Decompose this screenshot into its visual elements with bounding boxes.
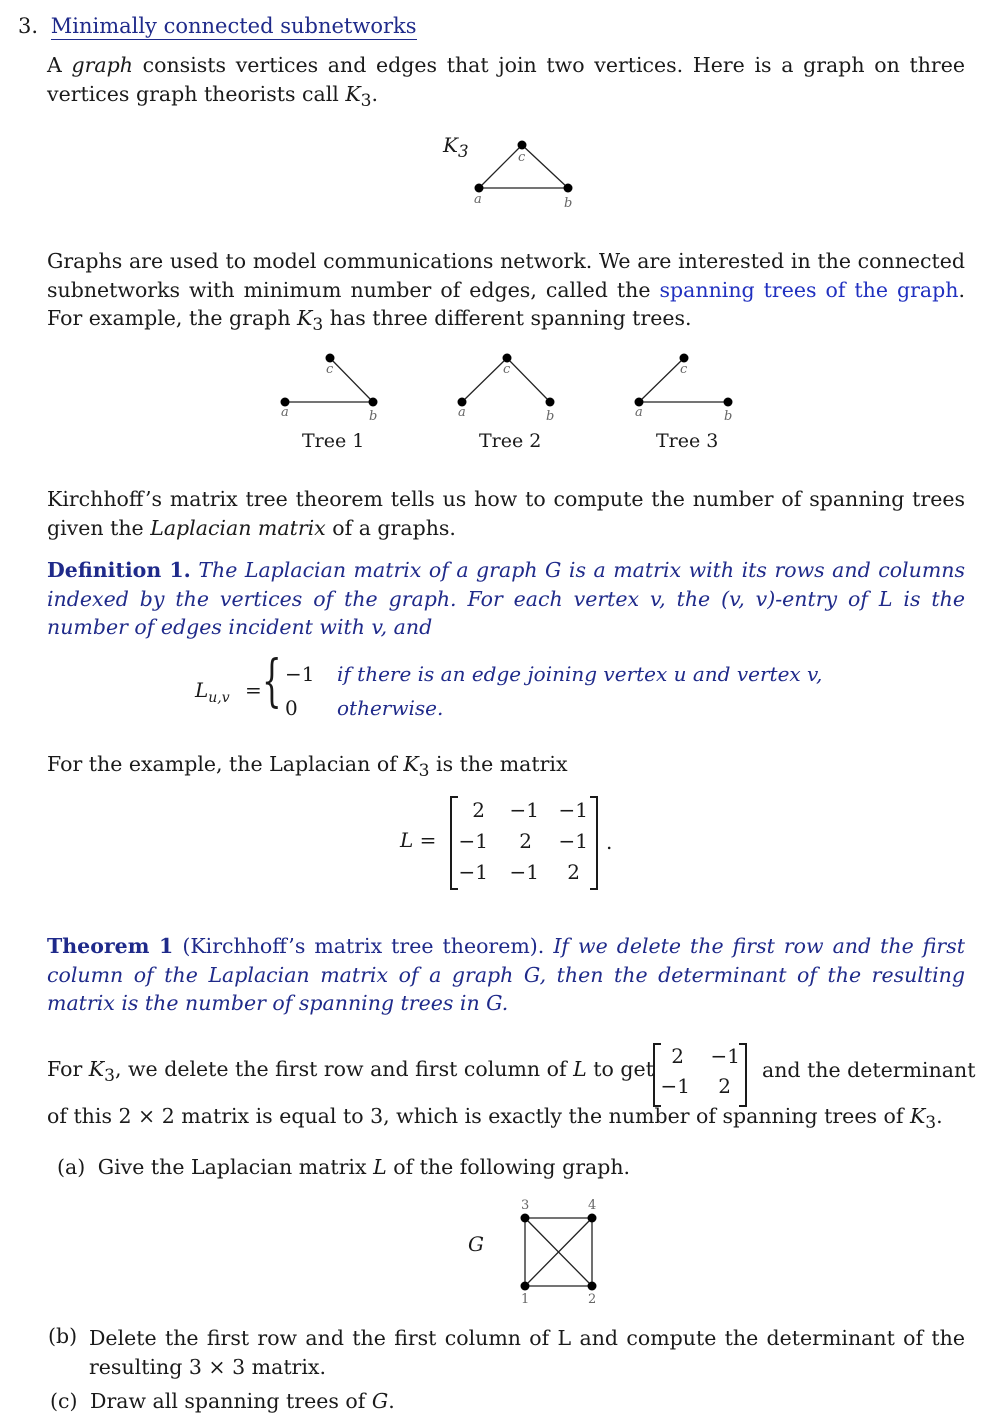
matrix-lhs: L = <box>400 828 437 852</box>
spanning-trees-link[interactable]: spanning trees of the graph <box>659 277 959 302</box>
g-label-4: 4 <box>588 1198 597 1213</box>
g-vertex-3 <box>521 1214 530 1223</box>
case2-condition: otherwise. <box>337 696 444 720</box>
question-c: (c) Draw all spanning trees of G. <box>50 1389 395 1413</box>
question-a: (a) Give the Laplacian matrix L of the following graph. <box>57 1155 631 1179</box>
cases-brace: { <box>262 649 282 714</box>
g-label-1: 1 <box>521 1292 530 1307</box>
k3-label: $K_3$ <box>443 133 469 161</box>
matrix-cell: 2 <box>472 798 485 822</box>
question-b: Delete the first row and the first column of L and compute the determinant of the resulting 3 × 3 matrix. <box>89 1326 965 1379</box>
g-label-3: 3 <box>521 1198 530 1213</box>
tree3-a-label: a <box>635 405 643 420</box>
theorem-label: Theorem 1 <box>47 934 174 958</box>
k3-result-line2: of this 2 × 2 matrix is equal to 3, which is exactly the number of spanning trees of $K_3$. <box>47 1104 943 1134</box>
tree3-label: Tree 3 <box>656 430 719 452</box>
matrix2-cell: 2 <box>671 1044 684 1068</box>
laplacian-term: Laplacian matrix <box>150 515 326 540</box>
k3-vertex-c-label: c <box>518 150 526 165</box>
cases-lhs: $L_{u,v}$ <box>195 678 230 706</box>
theorem-name: (Kirchhoff’s matrix tree theorem). <box>182 934 545 958</box>
tree1-label: Tree 1 <box>302 430 365 452</box>
tree1-b-label: b <box>369 409 378 424</box>
tree2-a-label: a <box>458 405 466 420</box>
tree3-b-label: b <box>724 409 733 424</box>
case1-value: −1 <box>285 662 315 686</box>
matrix-cell: −1 <box>458 829 488 853</box>
tree1-a-label: a <box>281 405 289 420</box>
matrix-cell: −1 <box>458 860 488 884</box>
definition-text: The Laplacian matrix of a graph G is a matrix with its rows and columns indexed by the vertices of the graph. For each vertex v, the (v, v)-entry of L is the number of edges incident with v, and <box>47 558 965 639</box>
tree2-c-label: c <box>503 362 511 377</box>
matrix2-cell: 2 <box>718 1074 731 1098</box>
matrix-cell: −1 <box>558 798 588 822</box>
tree2-b-label: b <box>546 409 555 424</box>
g-vertex-2 <box>588 1282 597 1291</box>
tree2-label: Tree 2 <box>479 430 542 452</box>
k3-vertex-a-label: a <box>474 192 482 207</box>
definition-label: Definition 1. <box>47 558 191 582</box>
question-b-label: (b) <box>48 1324 78 1348</box>
k3-vertex-b-label: b <box>564 196 573 211</box>
matrix-cell: 2 <box>567 860 580 884</box>
tree3-c-label: c <box>680 362 688 377</box>
spanning-tree-paragraph: Graphs are used to model communications network. We are interested in the connected subnetworks with minimum number of edges, called the spanning trees of the graph. For example, the graph $K_3$ has three different spanning trees. <box>47 249 966 336</box>
theorem-text: If we delete the first row and the first column of the Laplacian matrix of a graph G, then the determinant of the resulting matrix is the number of spanning trees in G. <box>47 934 965 1015</box>
g-label-2: 2 <box>588 1292 597 1307</box>
section-number: 3. <box>18 14 39 38</box>
graph-g-label: G <box>468 1232 484 1256</box>
tree1-c-label: c <box>326 362 334 377</box>
matrix-cell: 2 <box>519 829 532 853</box>
section-title[interactable]: Minimally connected subnetworks <box>50 14 417 38</box>
case2-value: 0 <box>285 696 298 720</box>
matrix2-cell: −1 <box>660 1074 690 1098</box>
kirchhoff-paragraph: Kirchhoff’s matrix tree theorem tells us how to compute the number of spanning trees given the Laplacian matrix of a graphs. <box>47 487 965 540</box>
case1-condition: if there is an edge joining vertex u and vertex v, <box>337 662 823 686</box>
example-paragraph: For the example, the Laplacian of $K_3$ is the matrix <box>47 752 568 782</box>
matrix-cell: −1 <box>509 798 539 822</box>
matrix-cell: −1 <box>509 860 539 884</box>
cases-equals: = <box>245 678 262 702</box>
g-vertex-4 <box>588 1214 597 1223</box>
intro-paragraph: A graph consists vertices and edges that join two vertices. Here is a graph on three vertices graph theorists call $K_3$. <box>47 53 965 111</box>
k3-result-line1: For $K_3$, we delete the first row and first column of L to get <box>47 1057 654 1087</box>
k3-result-and: and the determinant <box>762 1058 976 1082</box>
matrix-period: . <box>606 830 613 854</box>
graph-term: graph <box>71 53 133 77</box>
matrix-cell: −1 <box>558 829 588 853</box>
matrix2-cell: −1 <box>710 1044 740 1068</box>
g-vertex-1 <box>521 1282 530 1291</box>
